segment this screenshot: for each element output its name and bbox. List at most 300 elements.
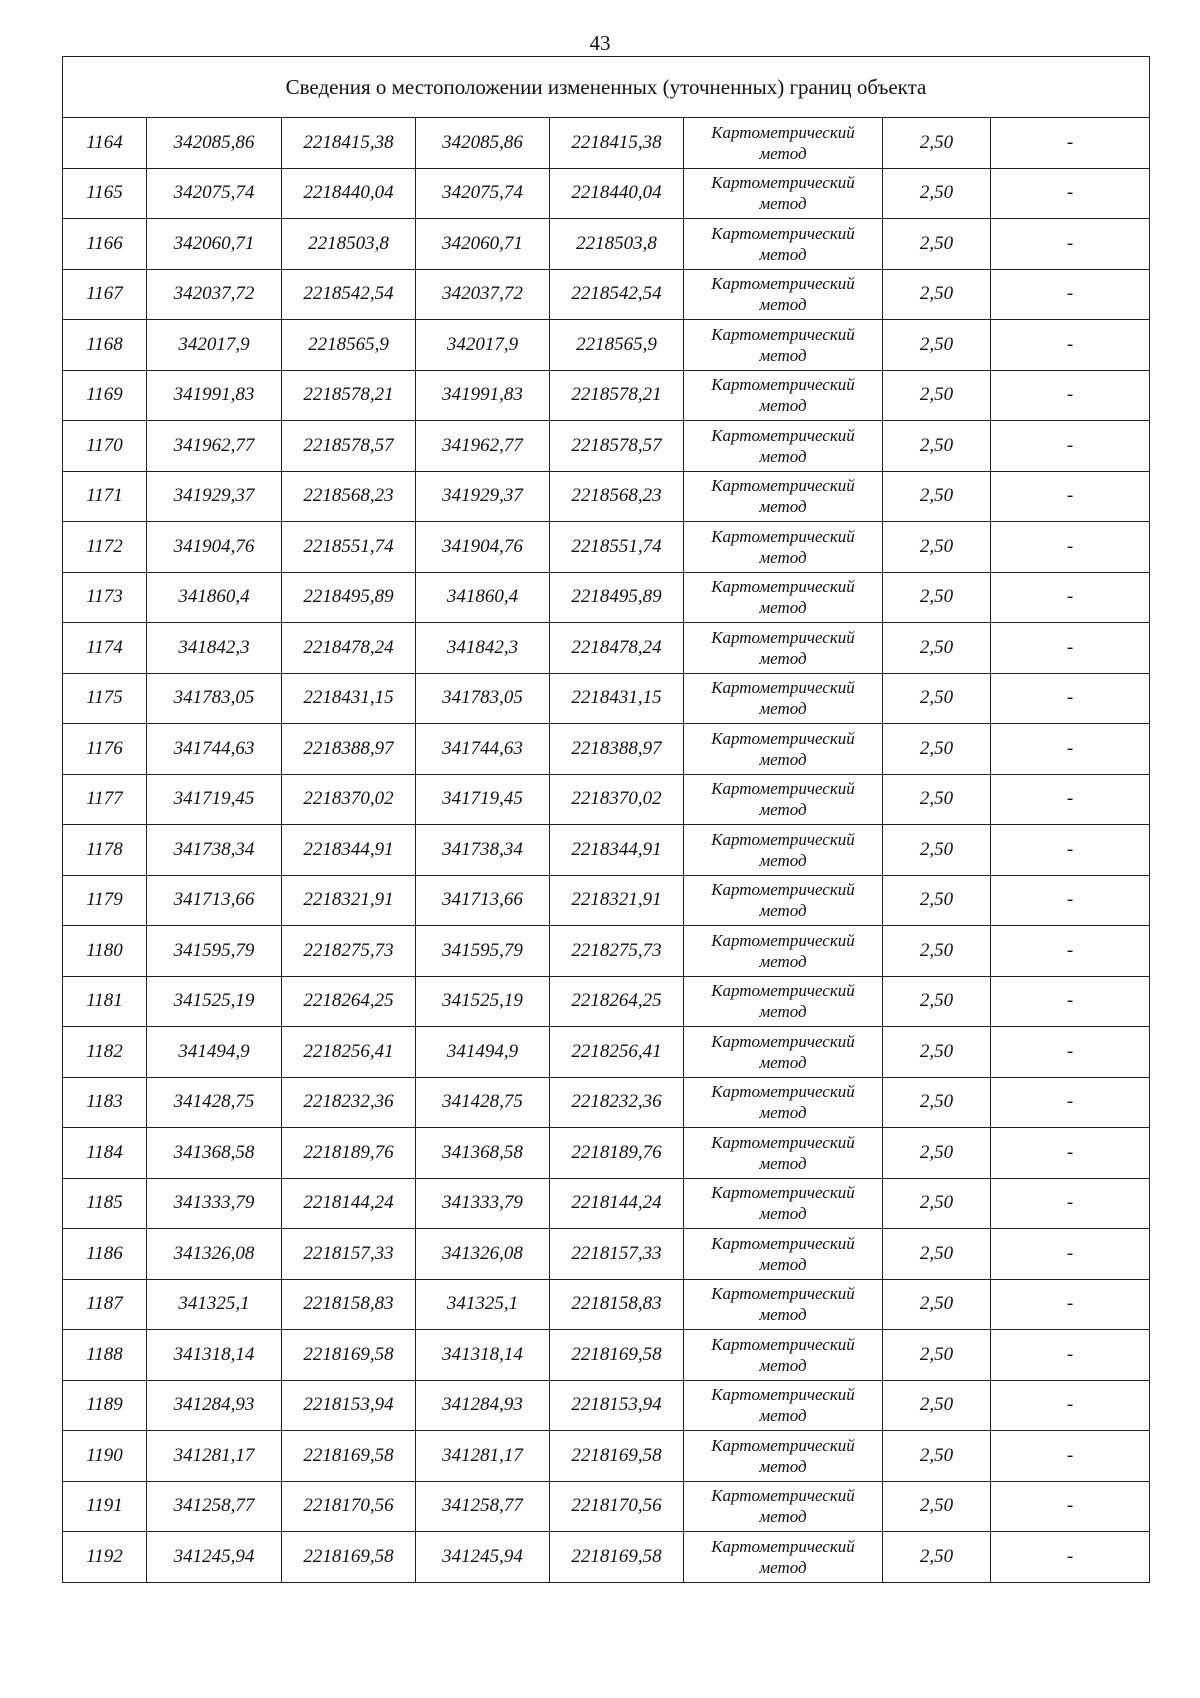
method-line-1: Картометрический <box>711 476 855 496</box>
updated-y-cell: 2218551,74 <box>550 522 684 573</box>
note-cell: - <box>991 926 1150 977</box>
method-line-1: Картометрический <box>711 577 855 597</box>
table-row <box>63 1178 1150 1229</box>
updated-y-cell: 2218503,8 <box>550 219 684 270</box>
method-line-1: Картометрический <box>711 1031 855 1051</box>
updated-x-cell: 342060,71 <box>416 219 550 270</box>
updated-x-cell: 341281,17 <box>416 1431 550 1482</box>
table-row <box>63 522 1150 573</box>
existing-x-cell: 341991,83 <box>147 370 282 421</box>
point-number-cell: 1181 <box>63 976 147 1027</box>
existing-x-cell: 341525,19 <box>147 976 282 1027</box>
accuracy-cell: 2,50 <box>883 168 991 219</box>
accuracy-cell: 2,50 <box>883 320 991 371</box>
existing-x-cell: 341326,08 <box>147 1229 282 1280</box>
existing-y-cell: 2218478,24 <box>282 623 416 674</box>
point-number-cell: 1167 <box>63 269 147 320</box>
updated-y-cell: 2218478,24 <box>550 623 684 674</box>
accuracy-cell: 2,50 <box>883 522 991 573</box>
updated-x-cell: 341245,94 <box>416 1532 550 1583</box>
point-number-cell: 1175 <box>63 673 147 724</box>
method-line-1: Картометрический <box>711 173 855 193</box>
method-line-1: Картометрический <box>711 1183 855 1203</box>
updated-x-cell: 342075,74 <box>416 168 550 219</box>
existing-x-cell: 341284,93 <box>147 1380 282 1431</box>
note-cell: - <box>991 1431 1150 1482</box>
updated-y-cell: 2218157,33 <box>550 1229 684 1280</box>
table-row <box>63 471 1150 522</box>
method-line-1: Картометрический <box>711 930 855 950</box>
updated-y-cell: 2218344,91 <box>550 825 684 876</box>
method-line-1: Картометрический <box>711 1385 855 1405</box>
table-row <box>63 168 1150 219</box>
note-cell: - <box>991 976 1150 1027</box>
table-row <box>63 320 1150 371</box>
updated-x-cell: 341326,08 <box>416 1229 550 1280</box>
point-number-cell: 1185 <box>63 1178 147 1229</box>
existing-x-cell: 341929,37 <box>147 471 282 522</box>
method-cell <box>684 471 883 522</box>
method-line-2: метод <box>759 396 807 416</box>
table-row <box>63 370 1150 421</box>
note-cell: - <box>991 118 1150 169</box>
updated-x-cell: 341525,19 <box>416 976 550 1027</box>
method-cell <box>684 118 883 169</box>
method-line-1: Картометрический <box>711 678 855 698</box>
method-cell <box>684 673 883 724</box>
existing-y-cell: 2218169,58 <box>282 1330 416 1381</box>
method-line-2: метод <box>759 1456 807 1476</box>
existing-y-cell: 2218565,9 <box>282 320 416 371</box>
existing-x-cell: 341842,3 <box>147 623 282 674</box>
existing-x-cell: 341494,9 <box>147 1027 282 1078</box>
note-cell: - <box>991 1077 1150 1128</box>
accuracy-cell: 2,50 <box>883 724 991 775</box>
existing-y-cell: 2218388,97 <box>282 724 416 775</box>
accuracy-cell: 2,50 <box>883 825 991 876</box>
updated-x-cell: 341595,79 <box>416 926 550 977</box>
point-number-cell: 1188 <box>63 1330 147 1381</box>
accuracy-cell: 2,50 <box>883 673 991 724</box>
table-row <box>63 724 1150 775</box>
existing-x-cell: 341245,94 <box>147 1532 282 1583</box>
point-number-cell: 1164 <box>63 118 147 169</box>
updated-y-cell: 2218169,58 <box>550 1431 684 1482</box>
accuracy-cell: 2,50 <box>883 1027 991 1078</box>
existing-y-cell: 2218157,33 <box>282 1229 416 1280</box>
table-row <box>63 1229 1150 1280</box>
existing-y-cell: 2218144,24 <box>282 1178 416 1229</box>
table-row <box>63 1027 1150 1078</box>
table-row <box>63 976 1150 1027</box>
note-cell: - <box>991 269 1150 320</box>
method-line-1: Картометрический <box>711 526 855 546</box>
note-cell: - <box>991 1178 1150 1229</box>
table-row <box>63 1481 1150 1532</box>
existing-y-cell: 2218568,23 <box>282 471 416 522</box>
updated-y-cell: 2218169,58 <box>550 1532 684 1583</box>
updated-x-cell: 341991,83 <box>416 370 550 421</box>
updated-y-cell: 2218158,83 <box>550 1279 684 1330</box>
existing-x-cell: 342085,86 <box>147 118 282 169</box>
point-number-cell: 1190 <box>63 1431 147 1482</box>
note-cell: - <box>991 673 1150 724</box>
existing-x-cell: 341962,77 <box>147 421 282 472</box>
existing-x-cell: 341325,1 <box>147 1279 282 1330</box>
accuracy-cell: 2,50 <box>883 1431 991 1482</box>
existing-y-cell: 2218169,58 <box>282 1532 416 1583</box>
method-line-1: Картометрический <box>711 829 855 849</box>
method-line-2: метод <box>759 1204 807 1224</box>
method-line-1: Картометрический <box>711 1536 855 1556</box>
existing-x-cell: 341713,66 <box>147 875 282 926</box>
point-number-cell: 1179 <box>63 875 147 926</box>
method-line-1: Картометрический <box>711 981 855 1001</box>
updated-x-cell: 341284,93 <box>416 1380 550 1431</box>
method-line-2: метод <box>759 800 807 820</box>
existing-y-cell: 2218153,94 <box>282 1380 416 1431</box>
updated-x-cell: 341929,37 <box>416 471 550 522</box>
existing-y-cell: 2218170,56 <box>282 1481 416 1532</box>
point-number-cell: 1180 <box>63 926 147 977</box>
point-number-cell: 1176 <box>63 724 147 775</box>
table-row <box>63 421 1150 472</box>
accuracy-cell: 2,50 <box>883 1380 991 1431</box>
note-cell: - <box>991 774 1150 825</box>
existing-x-cell: 341719,45 <box>147 774 282 825</box>
existing-x-cell: 342075,74 <box>147 168 282 219</box>
updated-y-cell: 2218144,24 <box>550 1178 684 1229</box>
accuracy-cell: 2,50 <box>883 219 991 270</box>
existing-x-cell: 341368,58 <box>147 1128 282 1179</box>
table-row <box>63 673 1150 724</box>
method-line-2: метод <box>759 648 807 668</box>
updated-x-cell: 341860,4 <box>416 572 550 623</box>
method-line-2: метод <box>759 951 807 971</box>
method-line-1: Картометрический <box>711 728 855 748</box>
method-line-1: Картометрический <box>711 880 855 900</box>
note-cell: - <box>991 522 1150 573</box>
updated-x-cell: 341962,77 <box>416 421 550 472</box>
method-cell <box>684 219 883 270</box>
existing-y-cell: 2218275,73 <box>282 926 416 977</box>
table-title: Сведения о местоположении измененных (уточненных) границ объекта <box>63 57 1150 118</box>
note-cell: - <box>991 572 1150 623</box>
updated-x-cell: 341325,1 <box>416 1279 550 1330</box>
note-cell: - <box>991 1279 1150 1330</box>
method-line-1: Картометрический <box>711 1334 855 1354</box>
note-cell: - <box>991 1330 1150 1381</box>
method-line-2: метод <box>759 598 807 618</box>
method-line-1: Картометрический <box>711 1435 855 1455</box>
updated-x-cell: 341713,66 <box>416 875 550 926</box>
method-line-1: Картометрический <box>711 627 855 647</box>
table-row <box>63 118 1150 169</box>
method-line-1: Картометрический <box>711 274 855 294</box>
method-cell <box>684 572 883 623</box>
updated-x-cell: 341333,79 <box>416 1178 550 1229</box>
method-line-2: метод <box>759 901 807 921</box>
table-row <box>63 1128 1150 1179</box>
point-number-cell: 1186 <box>63 1229 147 1280</box>
method-cell <box>684 774 883 825</box>
note-cell: - <box>991 875 1150 926</box>
updated-y-cell: 2218542,54 <box>550 269 684 320</box>
coordinates-table <box>62 56 1150 1583</box>
table-title-row <box>63 57 1150 118</box>
method-line-2: метод <box>759 1103 807 1123</box>
updated-y-cell: 2218264,25 <box>550 976 684 1027</box>
existing-y-cell: 2218370,02 <box>282 774 416 825</box>
updated-y-cell: 2218169,58 <box>550 1330 684 1381</box>
existing-x-cell: 342017,9 <box>147 320 282 371</box>
updated-y-cell: 2218256,41 <box>550 1027 684 1078</box>
method-cell <box>684 168 883 219</box>
updated-y-cell: 2218321,91 <box>550 875 684 926</box>
accuracy-cell: 2,50 <box>883 1128 991 1179</box>
accuracy-cell: 2,50 <box>883 1330 991 1381</box>
page-number: 43 <box>589 31 611 55</box>
table-row <box>63 926 1150 977</box>
method-cell <box>684 1128 883 1179</box>
existing-y-cell: 2218431,15 <box>282 673 416 724</box>
method-cell <box>684 926 883 977</box>
method-cell <box>684 1330 883 1381</box>
method-cell <box>684 1431 883 1482</box>
method-line-2: метод <box>759 1153 807 1173</box>
method-line-2: метод <box>759 194 807 214</box>
accuracy-cell: 2,50 <box>883 774 991 825</box>
method-line-1: Картометрический <box>711 779 855 799</box>
note-cell: - <box>991 471 1150 522</box>
updated-x-cell: 341258,77 <box>416 1481 550 1532</box>
method-line-2: метод <box>759 244 807 264</box>
existing-x-cell: 341595,79 <box>147 926 282 977</box>
method-cell <box>684 269 883 320</box>
existing-y-cell: 2218344,91 <box>282 825 416 876</box>
note-cell: - <box>991 1532 1150 1583</box>
updated-y-cell: 2218189,76 <box>550 1128 684 1179</box>
existing-x-cell: 341333,79 <box>147 1178 282 1229</box>
accuracy-cell: 2,50 <box>883 1229 991 1280</box>
updated-x-cell: 341842,3 <box>416 623 550 674</box>
existing-x-cell: 341738,34 <box>147 825 282 876</box>
method-cell <box>684 1027 883 1078</box>
accuracy-cell: 2,50 <box>883 1077 991 1128</box>
point-number-cell: 1187 <box>63 1279 147 1330</box>
method-cell <box>684 623 883 674</box>
note-cell: - <box>991 1380 1150 1431</box>
method-line-2: метод <box>759 1254 807 1274</box>
method-cell <box>684 1532 883 1583</box>
existing-y-cell: 2218578,21 <box>282 370 416 421</box>
table-row <box>63 1077 1150 1128</box>
note-cell: - <box>991 1229 1150 1280</box>
table-row <box>63 572 1150 623</box>
note-cell: - <box>991 1027 1150 1078</box>
accuracy-cell: 2,50 <box>883 1279 991 1330</box>
method-line-2: метод <box>759 497 807 517</box>
existing-y-cell: 2218495,89 <box>282 572 416 623</box>
accuracy-cell: 2,50 <box>883 1178 991 1229</box>
method-line-2: метод <box>759 1557 807 1577</box>
method-line-2: метод <box>759 699 807 719</box>
updated-y-cell: 2218415,38 <box>550 118 684 169</box>
updated-y-cell: 2218370,02 <box>550 774 684 825</box>
point-number-cell: 1183 <box>63 1077 147 1128</box>
note-cell: - <box>991 320 1150 371</box>
method-line-1: Картометрический <box>711 122 855 142</box>
existing-x-cell: 341744,63 <box>147 724 282 775</box>
method-line-2: метод <box>759 1355 807 1375</box>
method-cell <box>684 976 883 1027</box>
updated-y-cell: 2218568,23 <box>550 471 684 522</box>
table-row <box>63 875 1150 926</box>
accuracy-cell: 2,50 <box>883 1532 991 1583</box>
existing-x-cell: 341860,4 <box>147 572 282 623</box>
existing-x-cell: 341258,77 <box>147 1481 282 1532</box>
accuracy-cell: 2,50 <box>883 623 991 674</box>
point-number-cell: 1173 <box>63 572 147 623</box>
existing-y-cell: 2218158,83 <box>282 1279 416 1330</box>
method-cell <box>684 875 883 926</box>
accuracy-cell: 2,50 <box>883 118 991 169</box>
existing-x-cell: 341783,05 <box>147 673 282 724</box>
method-cell <box>684 724 883 775</box>
accuracy-cell: 2,50 <box>883 926 991 977</box>
updated-y-cell: 2218565,9 <box>550 320 684 371</box>
method-cell <box>684 1229 883 1280</box>
accuracy-cell: 2,50 <box>883 875 991 926</box>
method-cell <box>684 1279 883 1330</box>
method-line-2: метод <box>759 1507 807 1527</box>
updated-x-cell: 341904,76 <box>416 522 550 573</box>
note-cell: - <box>991 825 1150 876</box>
updated-y-cell: 2218495,89 <box>550 572 684 623</box>
method-cell <box>684 1178 883 1229</box>
existing-x-cell: 341904,76 <box>147 522 282 573</box>
point-number-cell: 1177 <box>63 774 147 825</box>
method-line-2: метод <box>759 1305 807 1325</box>
existing-y-cell: 2218232,36 <box>282 1077 416 1128</box>
method-line-2: метод <box>759 1002 807 1022</box>
point-number-cell: 1189 <box>63 1380 147 1431</box>
existing-y-cell: 2218256,41 <box>282 1027 416 1078</box>
table-body <box>63 57 1150 1583</box>
updated-x-cell: 341318,14 <box>416 1330 550 1381</box>
accuracy-cell: 2,50 <box>883 471 991 522</box>
existing-y-cell: 2218321,91 <box>282 875 416 926</box>
updated-y-cell: 2218170,56 <box>550 1481 684 1532</box>
point-number-cell: 1174 <box>63 623 147 674</box>
updated-x-cell: 342017,9 <box>416 320 550 371</box>
method-line-2: метод <box>759 850 807 870</box>
updated-y-cell: 2218578,57 <box>550 421 684 472</box>
updated-y-cell: 2218275,73 <box>550 926 684 977</box>
note-cell: - <box>991 724 1150 775</box>
point-number-cell: 1192 <box>63 1532 147 1583</box>
existing-y-cell: 2218503,8 <box>282 219 416 270</box>
point-number-cell: 1191 <box>63 1481 147 1532</box>
updated-y-cell: 2218440,04 <box>550 168 684 219</box>
point-number-cell: 1182 <box>63 1027 147 1078</box>
method-cell <box>684 1380 883 1431</box>
point-number-cell: 1172 <box>63 522 147 573</box>
method-line-2: метод <box>759 1052 807 1072</box>
accuracy-cell: 2,50 <box>883 370 991 421</box>
updated-x-cell: 341428,75 <box>416 1077 550 1128</box>
updated-x-cell: 341783,05 <box>416 673 550 724</box>
updated-x-cell: 341494,9 <box>416 1027 550 1078</box>
accuracy-cell: 2,50 <box>883 976 991 1027</box>
method-line-2: метод <box>759 749 807 769</box>
method-line-2: метод <box>759 1406 807 1426</box>
method-line-1: Картометрический <box>711 324 855 344</box>
note-cell: - <box>991 623 1150 674</box>
method-cell <box>684 1481 883 1532</box>
existing-y-cell: 2218578,57 <box>282 421 416 472</box>
accuracy-cell: 2,50 <box>883 421 991 472</box>
updated-y-cell: 2218431,15 <box>550 673 684 724</box>
existing-x-cell: 341318,14 <box>147 1330 282 1381</box>
method-cell <box>684 825 883 876</box>
point-number-cell: 1168 <box>63 320 147 371</box>
table-row <box>63 1532 1150 1583</box>
updated-x-cell: 341719,45 <box>416 774 550 825</box>
note-cell: - <box>991 1128 1150 1179</box>
method-line-2: метод <box>759 345 807 365</box>
method-line-1: Картометрический <box>711 1486 855 1506</box>
method-line-1: Картометрический <box>711 1082 855 1102</box>
method-line-1: Картометрический <box>711 1284 855 1304</box>
updated-x-cell: 342085,86 <box>416 118 550 169</box>
note-cell: - <box>991 219 1150 270</box>
existing-y-cell: 2218264,25 <box>282 976 416 1027</box>
existing-y-cell: 2218169,58 <box>282 1431 416 1482</box>
existing-y-cell: 2218542,54 <box>282 269 416 320</box>
table-row <box>63 1380 1150 1431</box>
point-number-cell: 1171 <box>63 471 147 522</box>
updated-x-cell: 341738,34 <box>416 825 550 876</box>
method-line-2: метод <box>759 547 807 567</box>
table-row <box>63 774 1150 825</box>
method-line-2: метод <box>759 143 807 163</box>
accuracy-cell: 2,50 <box>883 572 991 623</box>
method-line-1: Картометрический <box>711 375 855 395</box>
updated-y-cell: 2218388,97 <box>550 724 684 775</box>
existing-x-cell: 341281,17 <box>147 1431 282 1482</box>
method-line-2: метод <box>759 295 807 315</box>
point-number-cell: 1178 <box>63 825 147 876</box>
updated-x-cell: 341744,63 <box>416 724 550 775</box>
table-row <box>63 825 1150 876</box>
existing-y-cell: 2218440,04 <box>282 168 416 219</box>
updated-y-cell: 2218578,21 <box>550 370 684 421</box>
accuracy-cell: 2,50 <box>883 1481 991 1532</box>
updated-x-cell: 341368,58 <box>416 1128 550 1179</box>
note-cell: - <box>991 168 1150 219</box>
existing-y-cell: 2218551,74 <box>282 522 416 573</box>
existing-y-cell: 2218415,38 <box>282 118 416 169</box>
note-cell: - <box>991 370 1150 421</box>
method-line-1: Картометрический <box>711 425 855 445</box>
method-cell <box>684 320 883 371</box>
accuracy-cell: 2,50 <box>883 269 991 320</box>
method-line-2: метод <box>759 446 807 466</box>
method-cell <box>684 370 883 421</box>
point-number-cell: 1169 <box>63 370 147 421</box>
note-cell: - <box>991 1481 1150 1532</box>
